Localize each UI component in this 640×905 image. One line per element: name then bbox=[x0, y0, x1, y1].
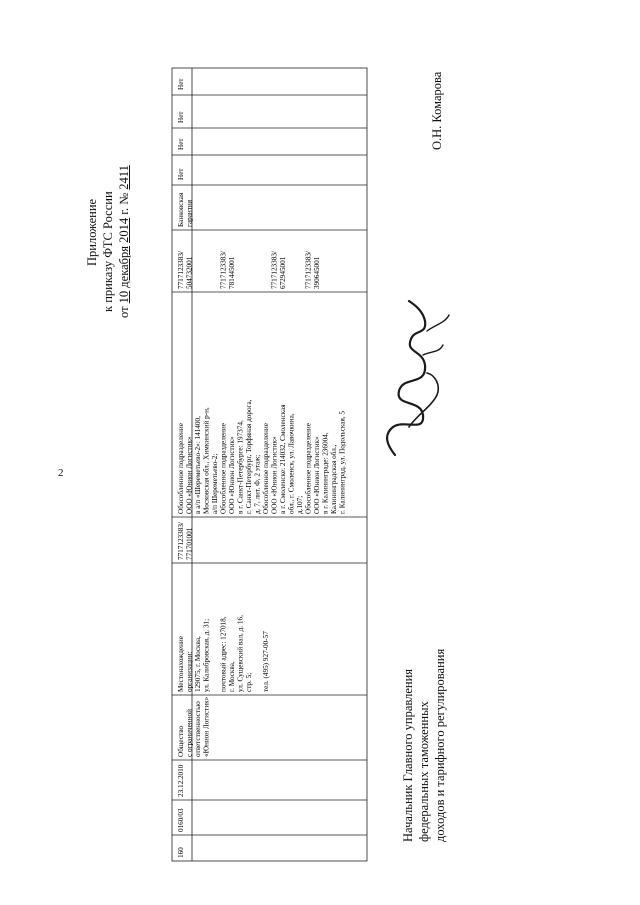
date-year-suffix: г. bbox=[117, 207, 131, 215]
address-line: стр. 5; bbox=[245, 672, 253, 692]
order-number-label: № bbox=[117, 192, 131, 205]
appendix-order-ref: к приказу ФТС России bbox=[101, 191, 115, 312]
signer-position-line: доходов и тарифного регулирования bbox=[433, 648, 447, 842]
cell-guarantee bbox=[177, 192, 194, 227]
subdivision-line: Обособленное подразделение bbox=[304, 423, 313, 514]
subdivision-line: Обособленное подразделение bbox=[177, 423, 185, 514]
date-prefix: от bbox=[117, 306, 131, 318]
cell-subdivision-inn bbox=[177, 251, 321, 289]
signer-name: О.Н. Комарова bbox=[430, 71, 444, 150]
signature-stroke bbox=[387, 301, 425, 455]
cell-registry-number: 0160/03 bbox=[177, 808, 185, 832]
subdivision-line: Калининградская обл., bbox=[330, 444, 338, 514]
order-number: 2411 bbox=[117, 165, 131, 190]
inn-kpp-line: 771701001 bbox=[185, 527, 194, 560]
subdivision-inn-line: 7717123383/ bbox=[304, 251, 313, 289]
page-number: 2 bbox=[58, 467, 64, 479]
handwritten-signature bbox=[365, 295, 455, 465]
subdivision-line: в г. Калининграде: 236004, bbox=[321, 432, 330, 514]
organization-line: Общество bbox=[177, 725, 185, 757]
subdivision-line: д. 7, лит. Ф, 2 этаж; bbox=[253, 454, 262, 514]
date-year: 2014 bbox=[117, 217, 131, 243]
subdivision-line: а/п Шереметьево-2; bbox=[211, 453, 219, 514]
cell-organization bbox=[177, 696, 211, 757]
signer-position-line: федеральных таможенных bbox=[417, 701, 431, 842]
address-line: организации: bbox=[185, 651, 194, 692]
inn-kpp-line: 7717123383/ bbox=[177, 522, 185, 560]
guarantee-line: Банковская bbox=[177, 192, 185, 227]
organization-line: ответственностью bbox=[194, 701, 202, 757]
address-line: Местонахождение bbox=[177, 636, 185, 692]
subdivision-line: в г. Смоленске: 214032, Смоленская bbox=[279, 404, 287, 514]
subdivision-line: Обособленное подразделение bbox=[219, 423, 228, 514]
cell-flag: Нет bbox=[177, 138, 185, 150]
subdivision-line: ООО «Юнион Логистик» bbox=[270, 436, 279, 514]
subdivision-line: в а/п «Шереметьево-2»: 141400, bbox=[194, 416, 202, 514]
cell-inn-kpp bbox=[177, 522, 194, 560]
organization-line: «Юнион Логистик» bbox=[202, 696, 211, 757]
address-line: г. Москва, bbox=[228, 661, 236, 692]
cell-address bbox=[177, 615, 270, 692]
subdivision-line: г. Калининград, ул. Подольская, 5 bbox=[338, 411, 347, 514]
subdivision-inn-line: 7717123383/ bbox=[219, 251, 228, 289]
cell-subdivisions bbox=[177, 399, 347, 514]
cell-flag: Нет bbox=[177, 78, 185, 90]
cell-flag: Нет bbox=[177, 111, 185, 123]
cell-row-number: 160 bbox=[177, 847, 185, 858]
subdivision-inn-line: 390645001 bbox=[313, 256, 321, 289]
subdivision-inn-line: 781445001 bbox=[228, 256, 236, 289]
signer-position-line: Начальник Главного управления bbox=[401, 668, 415, 842]
signer-position bbox=[400, 649, 448, 842]
subdivision-line: ООО «Юнион Логистик» bbox=[185, 436, 194, 514]
date-day: 10 bbox=[117, 290, 131, 304]
subdivision-inn-line: 7717123383/ bbox=[177, 251, 185, 289]
address-line: 129075, г. Москва, bbox=[194, 636, 202, 692]
address-line: почтовый адрес: 127018, bbox=[219, 616, 228, 692]
subdivision-line: обл., г. Смоленск, ул. Лавочкина, bbox=[287, 413, 296, 514]
guarantee-line: гарантия bbox=[185, 199, 194, 227]
subdivision-line: Обособленное подразделение bbox=[262, 423, 270, 514]
signature-stroke bbox=[423, 315, 449, 355]
address-line: тел. (495) 927-00-57 bbox=[262, 631, 270, 692]
subdivision-inn-line: 504732001 bbox=[185, 256, 194, 289]
subdivision-inn-line: 672945001 bbox=[279, 256, 287, 289]
organization-line: с ограниченной bbox=[185, 709, 194, 757]
subdivision-inn-line: 7717123383/ bbox=[270, 251, 279, 289]
cell-date: 23.12.2010 bbox=[177, 764, 185, 797]
subdivision-line: в г. Санкт-Петербурге: 197374, bbox=[236, 420, 245, 514]
subdivision-line: Московская обл., Химкинский р-н, bbox=[202, 407, 211, 514]
address-line: ул. Сущевский вал, д. 16, bbox=[236, 615, 245, 692]
subdivision-line: д.107; bbox=[296, 495, 304, 514]
subdivision-line: ООО «Юнион Логистик» bbox=[228, 436, 236, 514]
address-line: ул. Калибровская, д. 31; bbox=[202, 618, 211, 692]
date-month: декабря bbox=[117, 245, 131, 288]
appendix-title: Приложение bbox=[85, 198, 99, 266]
subdivision-line: г. Санкт-Петербург, Торфяная дорога, bbox=[245, 399, 253, 514]
cell-flag: Нет bbox=[177, 168, 185, 180]
subdivision-line: ООО «Юнион Логистик» bbox=[313, 436, 321, 514]
table-cells bbox=[177, 78, 347, 858]
